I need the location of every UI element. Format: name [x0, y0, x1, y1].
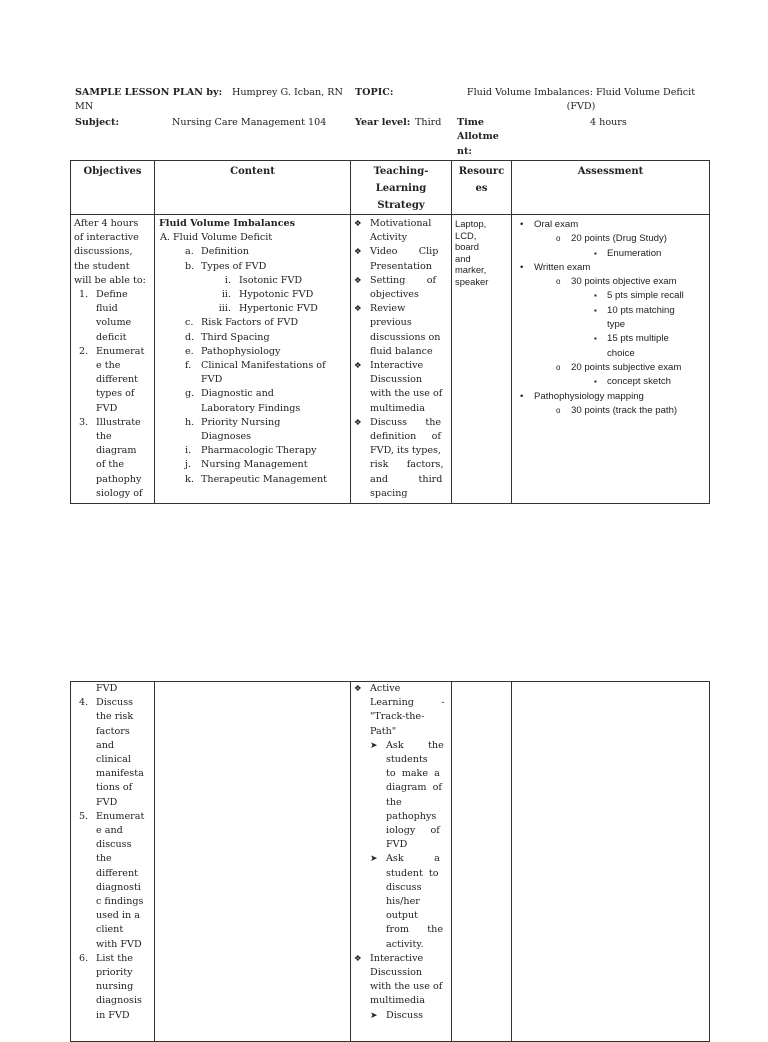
subject-value: Nursing Care Management 104: [172, 117, 327, 128]
circle-bullet-icon: o: [556, 277, 561, 287]
strategy-interactive-discussion: ❖ Interactive Discussion with the use of multimedia: [354, 952, 443, 1007]
header-objectives: Objectives: [71, 161, 155, 215]
assessment-written-sub1: o 30 points objective exam: [516, 275, 705, 289]
topic-value-line1: Fluid Volume Imbalances: Fluid Volume Deficit: [466, 87, 696, 98]
time-allotment-value: 4 hours: [590, 117, 627, 128]
circle-bullet-icon: o: [556, 362, 561, 372]
square-bullet-icon: ▪: [594, 305, 597, 315]
objectives-intro-4: the student: [74, 260, 130, 272]
assessment-written-item-cont: type: [607, 319, 626, 331]
objectives-intro-5: will be able to:: [74, 274, 146, 286]
objective-item: 1. Define fluid volume deficit: [79, 289, 132, 343]
bullet-icon: •: [520, 261, 524, 273]
square-bullet-icon: ▪: [594, 334, 597, 344]
content-item: i. Pharmacologic Therapy: [185, 445, 317, 457]
strategy-item: ❖ Video Clip Presentation: [354, 246, 439, 272]
square-bullet-icon: ▪: [594, 377, 597, 387]
square-bullet-icon: ▪: [594, 291, 597, 301]
assessment-oral-sub: o 20 points (Drug Study): [516, 232, 705, 246]
content-item: h. Priority Nursing Diagnoses: [185, 416, 281, 443]
year-level-label: Year level:: [355, 117, 411, 128]
diamond-bullet-icon: ❖: [354, 275, 362, 286]
author-suffix: MN: [75, 101, 94, 112]
objectives-intro-1: After 4 hours: [74, 218, 139, 229]
author-name: Humprey G. Icban, RN: [232, 87, 343, 98]
time-allotment-label-1: Time: [457, 117, 485, 128]
subject-label: Subject:: [75, 117, 120, 128]
content-cell-page2: [155, 682, 351, 1042]
header-resources: Resourc es: [452, 161, 512, 215]
time-allotment-label-2: Allotme: [457, 131, 499, 142]
assessment-patho-sub: o 30 points (track the path): [516, 404, 705, 418]
strategy-ask-student: ➤ Ask a student to discuss his/her output from the activity.: [370, 853, 444, 950]
strategy-active-learning: ❖ Active Learning - "Track-the- Path": [354, 683, 445, 737]
assessment-oral: • Oral exam: [516, 218, 705, 232]
resource-item: LCD,: [455, 229, 477, 241]
diamond-bullet-icon: ❖: [354, 219, 362, 229]
content-item: e. Pathophysiology: [185, 345, 281, 357]
content-item: a. Definition: [185, 246, 249, 258]
assessment-cell: [512, 215, 710, 504]
objective-item: 6. List the priority nursing diagnosis in FVD: [79, 952, 142, 1021]
square-bullet-icon: ▪: [594, 248, 597, 258]
resource-item: marker,: [455, 264, 487, 276]
assessment-written-item-cont: choice: [607, 347, 635, 359]
resource-item: and: [455, 252, 471, 264]
assessment-oral-subsub: ▪ Enumeration: [516, 247, 705, 261]
diamond-bullet-icon: ❖: [354, 684, 362, 694]
diamond-bullet-icon: ❖: [354, 304, 362, 315]
content-section: A. Fluid Volume Deficit: [160, 232, 273, 244]
circle-bullet-icon: o: [556, 405, 561, 415]
content-item: k. Therapeutic Management: [185, 473, 327, 485]
assessment-patho: • Pathophysiology mapping: [516, 390, 705, 404]
objectives-intro-2: of interactive: [74, 232, 139, 244]
objectives-cell-page2: [71, 682, 155, 1042]
objective-carry-line: FVD: [96, 683, 118, 694]
strategy-ask-students: ➤ Ask the students to make a diagram of the pathophys iology of FVD: [370, 739, 444, 851]
resource-item: speaker: [455, 275, 489, 287]
lesson-plan-table-page1: [70, 160, 710, 504]
resource-item: Laptop,: [455, 218, 487, 229]
diamond-bullet-icon: ❖: [354, 417, 362, 428]
topic-label: TOPIC:: [355, 87, 394, 98]
assessment-written-item: ▪ 10 pts matching: [516, 304, 705, 318]
year-level-value: Third: [415, 117, 442, 128]
topic-value-line2: (FVD): [566, 101, 596, 112]
time-allotment-label-3: nt:: [457, 146, 472, 157]
content-list: [159, 245, 347, 486]
arrow-bullet-icon: ➤: [370, 740, 378, 751]
arrow-bullet-icon: ➤: [370, 1010, 378, 1021]
table-header-row: [71, 161, 710, 215]
table-body-row: [71, 215, 710, 504]
strategy-item: ❖ Review previous discussions on fluid balance: [354, 303, 441, 357]
objective-item: 3. Illustrate the diagram of the pathophy siology of: [79, 416, 143, 499]
content-title: Fluid Volume Imbalances: [159, 218, 296, 229]
strategy-cell: [351, 215, 452, 504]
content-item: i. Isotonic FVD: [224, 274, 303, 286]
header-strategy: Teaching- Learning Strategy: [351, 161, 452, 215]
resource-item: board: [455, 241, 479, 253]
assessment-written: • Written exam: [516, 261, 705, 275]
diamond-bullet-icon: ❖: [354, 953, 362, 964]
content-item: iii. Hypertonic FVD: [218, 303, 318, 315]
content-item: g. Diagnostic and Laboratory Findings: [185, 388, 301, 414]
lesson-plan-table-page2: [70, 681, 710, 1042]
table-body-row-page2: [71, 682, 710, 1042]
strategy-discuss: ➤ Discuss: [354, 1009, 448, 1023]
objectives-cell: [71, 215, 155, 504]
resources-cell: [452, 215, 512, 504]
lesson-plan-label: SAMPLE LESSON PLAN by:: [75, 87, 223, 98]
diamond-bullet-icon: ❖: [354, 361, 362, 372]
header-content: Content: [155, 161, 351, 215]
assessment-written-item: ▪ 5 pts simple recall: [516, 289, 705, 303]
content-item: f. Clinical Manifestations of FVD: [185, 360, 326, 386]
content-item: ii. Hypotonic FVD: [221, 289, 314, 301]
content-item: j. Nursing Management: [185, 459, 308, 471]
objectives-list-page2: [74, 696, 151, 1023]
bullet-icon: •: [520, 219, 524, 230]
content-cell: [155, 215, 351, 504]
arrow-bullet-icon: ➤: [370, 854, 378, 865]
diamond-bullet-icon: ❖: [354, 247, 362, 258]
assessment-written-sub2-item: ▪ concept sketch: [516, 375, 705, 389]
strategy-list: [351, 215, 451, 503]
objectives-intro-3: discussions,: [74, 246, 133, 258]
content-item: d. Third Spacing: [185, 331, 270, 343]
strategy-item: ❖ Setting of objectives: [354, 274, 437, 301]
bullet-icon: •: [520, 390, 524, 402]
objective-item: 2. Enumerat e the different types of FVD: [79, 345, 145, 414]
content-item: b. Types of FVD: [185, 260, 267, 272]
strategy-item: ❖ Motivational Activity: [354, 218, 432, 244]
strategy-cell-page2: [351, 682, 452, 1042]
circle-bullet-icon: o: [556, 234, 561, 244]
objective-item: 4. Discuss the risk factors and clinical manifesta tions of FVD: [79, 697, 144, 808]
objective-item: 5. Enumerat e and discuss the different diagnosti c findings used in a client with FVD: [79, 810, 145, 950]
assessment-written-item: ▪ 15 pts multiple: [516, 332, 705, 346]
assessment-written-sub2: o 20 points subjective exam: [516, 361, 705, 375]
header-assessment: Assessment: [512, 161, 710, 215]
resources-cell-page2: [452, 682, 512, 1042]
strategy-item: ❖ Discuss the definition of FVD, its types, risk factors, and third spacing: [354, 416, 444, 499]
strategy-item: ❖ Interactive Discussion with the use of multimedia: [354, 360, 443, 414]
content-item: c. Risk Factors of FVD: [185, 317, 299, 329]
assessment-cell-page2: [512, 682, 710, 1042]
